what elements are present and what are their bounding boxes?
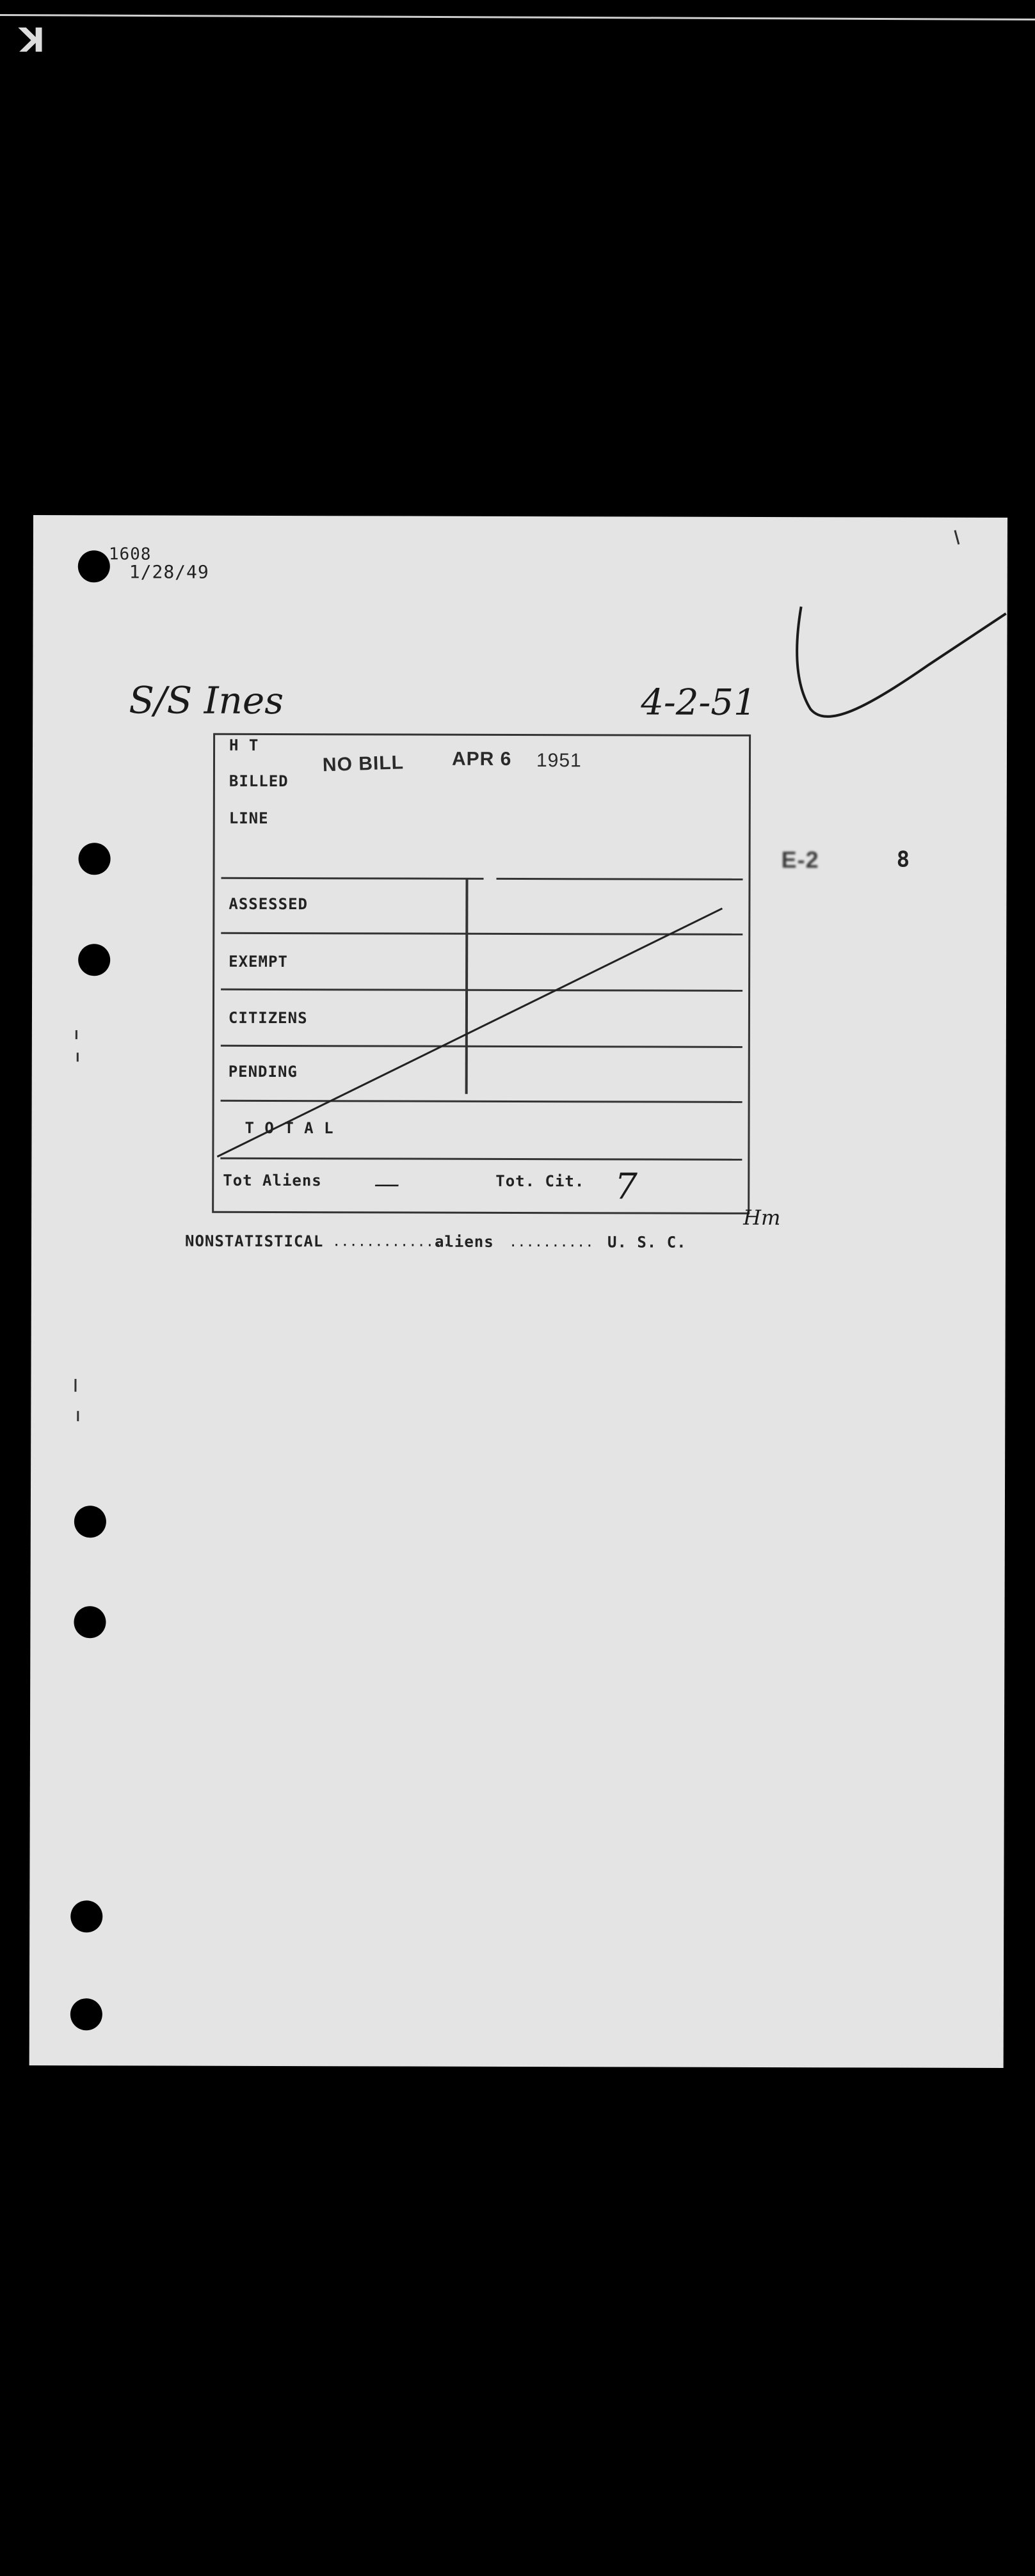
- stamp-no-bill: NO BILL: [322, 752, 405, 776]
- ship-name: S/S Ines: [129, 678, 284, 723]
- document-sheet: [29, 515, 1007, 2068]
- stamp-date: APR 6: [451, 748, 512, 770]
- row-label-assessed: ASSESSED: [229, 894, 309, 914]
- form-number: 1608: [108, 545, 152, 564]
- row-label-citizens: CITIZENS: [228, 1008, 308, 1028]
- scan-edge-line: [0, 14, 1035, 20]
- nonstatistical-blank-2: ..........: [508, 1234, 594, 1251]
- row-label-exempt: EXEMPT: [229, 952, 288, 971]
- handwritten-date: 4-2-51: [641, 681, 757, 724]
- blurred-side-mark: E-2: [781, 847, 819, 873]
- row-label-pending: PENDING: [228, 1062, 298, 1081]
- tot-cit-value: 7: [614, 1166, 638, 1208]
- tot-aliens-label: Tot Aliens: [223, 1171, 322, 1190]
- header-label-ht: H T: [229, 736, 259, 754]
- header-label-billed: BILLED: [229, 772, 289, 791]
- tot-cit-label: Tot. Cit.: [495, 1172, 585, 1191]
- stamp-year: 1951: [536, 750, 582, 772]
- usc-label: U. S. C.: [607, 1233, 687, 1252]
- aliens-label: aliens: [434, 1232, 494, 1251]
- form-revision-date: 1/28/49: [129, 561, 209, 583]
- corner-mark: K: [19, 19, 45, 58]
- corner-tick: [955, 530, 959, 545]
- header-label-line: LINE: [229, 809, 269, 827]
- check-mark: [797, 607, 1006, 717]
- nonstatistical-blank-1: ..............: [332, 1234, 451, 1250]
- total-label: T O T A L: [245, 1118, 334, 1138]
- pen-strokes: [29, 515, 1007, 2068]
- tot-aliens-value: —: [374, 1169, 400, 1199]
- initials: Hm: [743, 1205, 781, 1230]
- side-number: 8: [896, 847, 911, 873]
- nonstatistical-label: NONSTATISTICAL: [184, 1232, 324, 1251]
- cross-out-line: [217, 907, 722, 1158]
